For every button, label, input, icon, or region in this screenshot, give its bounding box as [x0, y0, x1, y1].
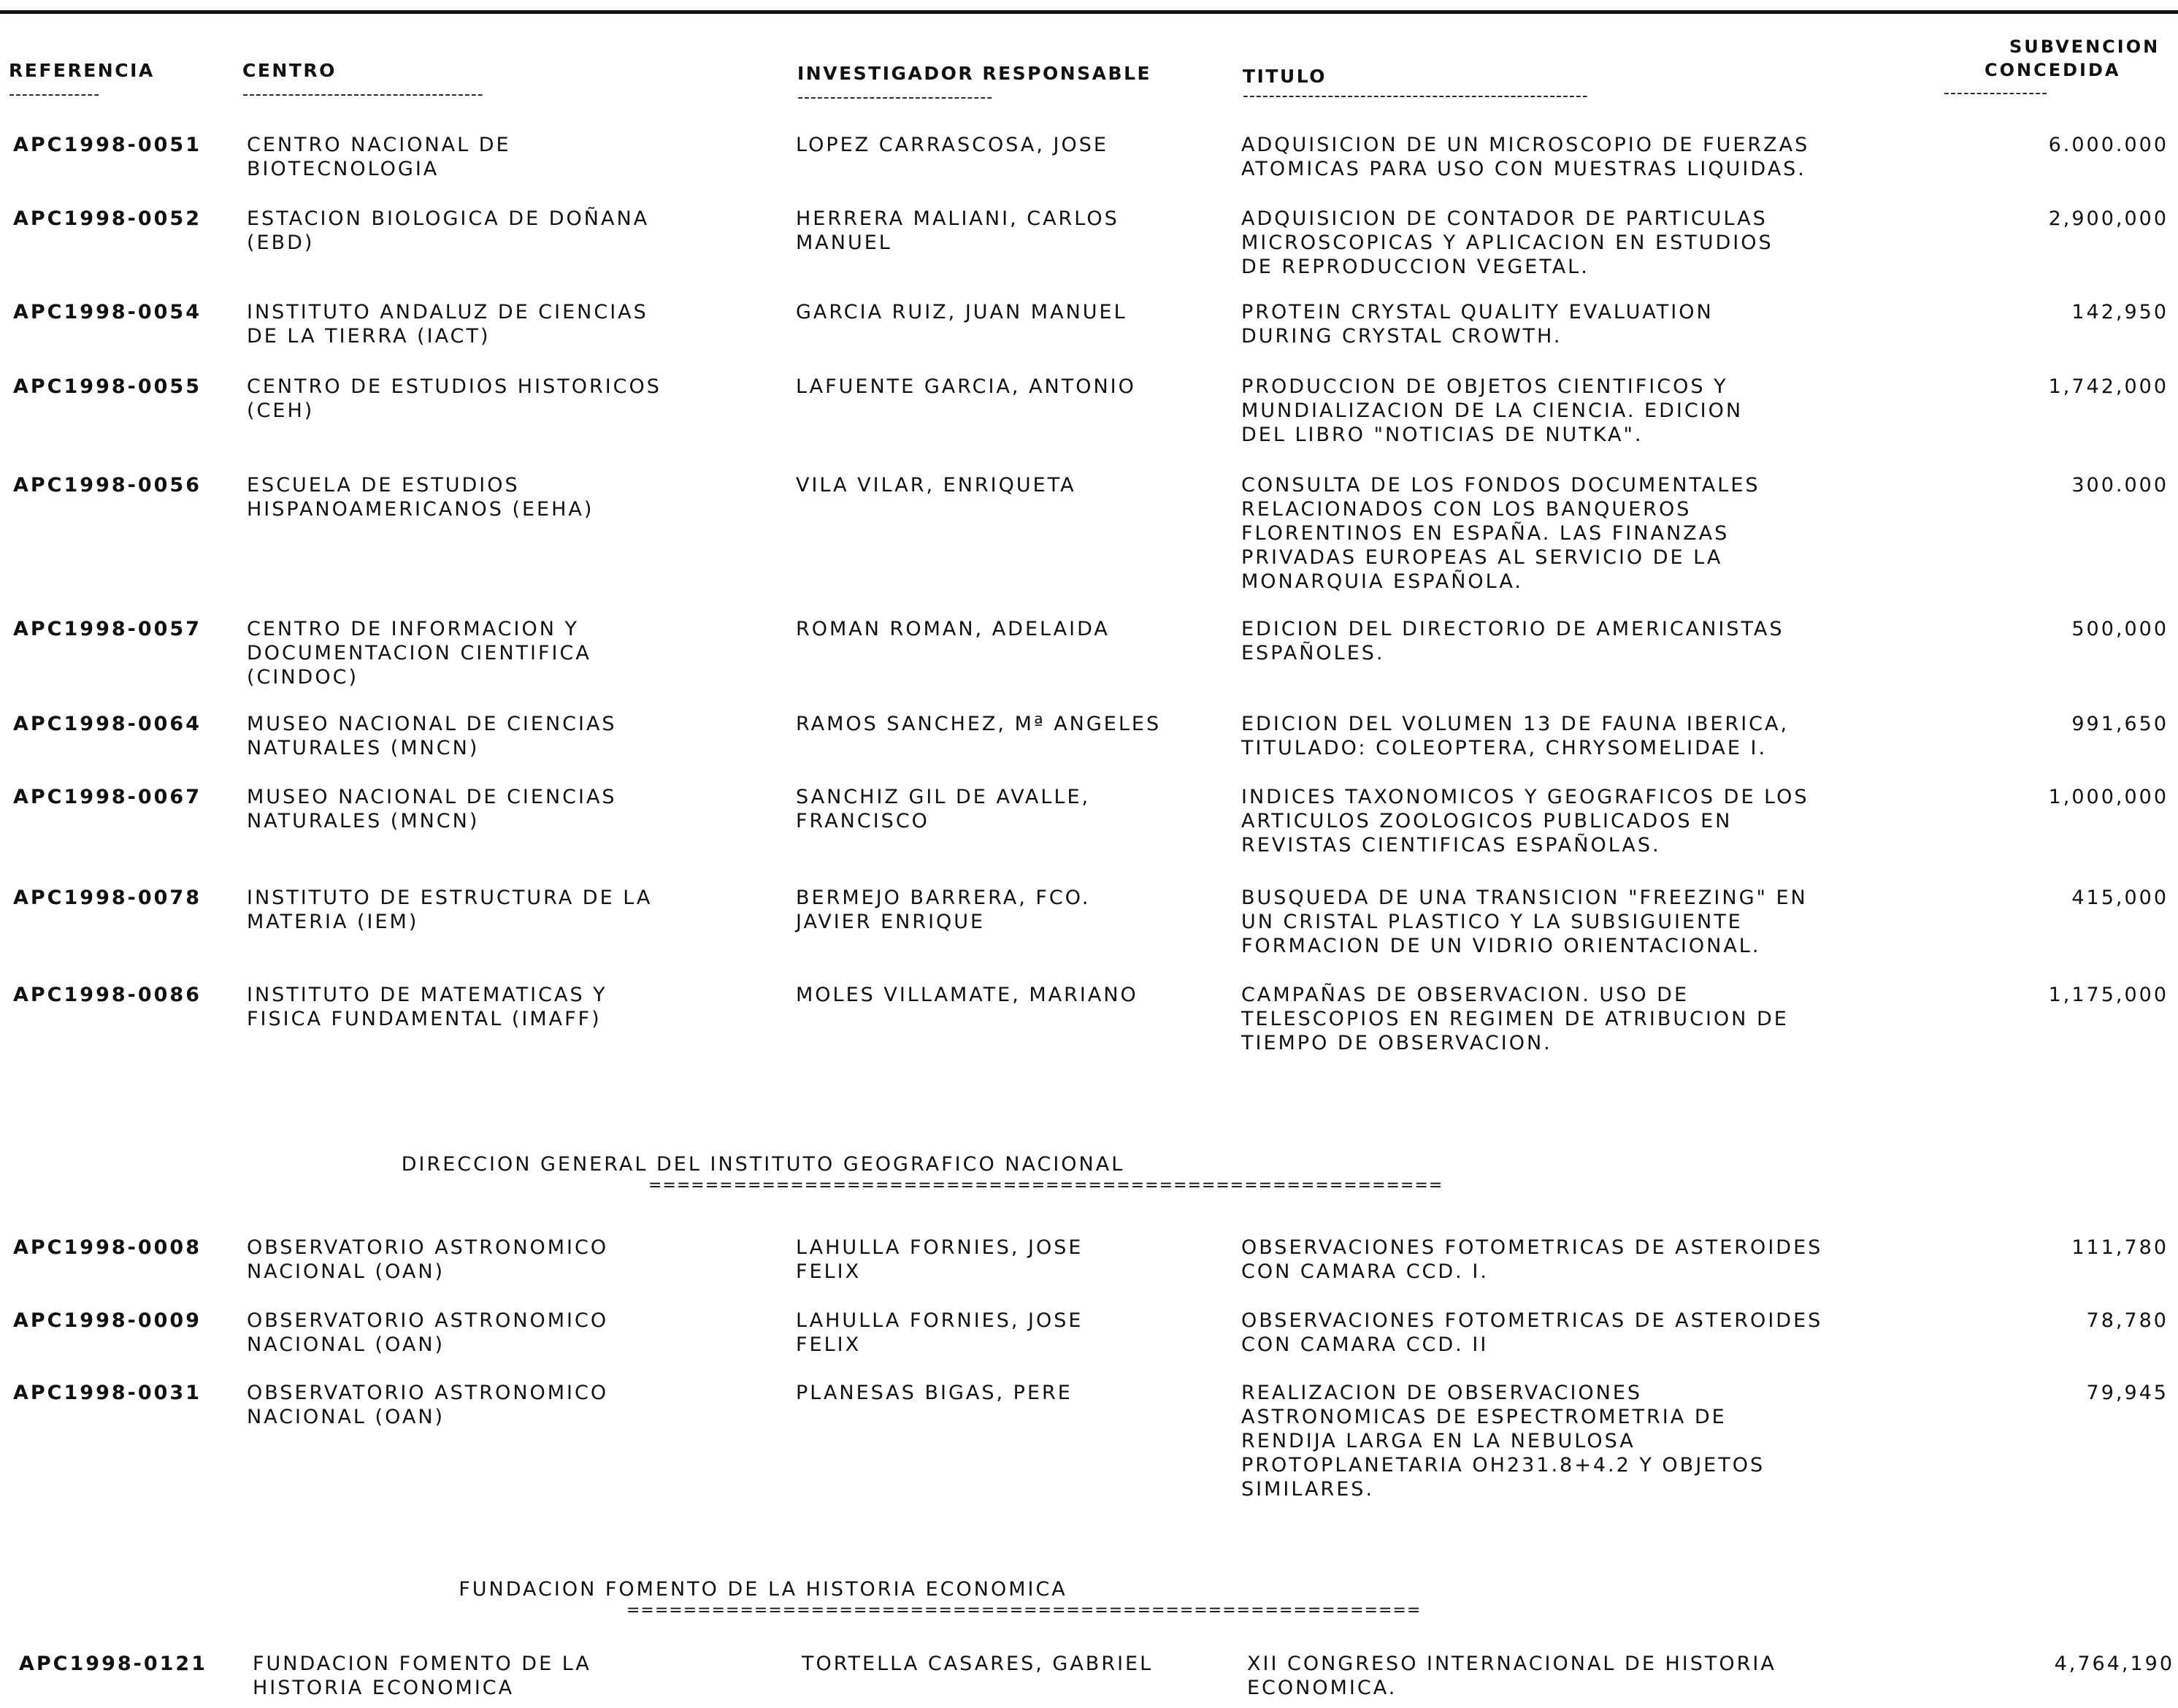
- titulo-cell: XII CONGRESO INTERNACIONAL DE HISTORIA ECONOMICA.: [1247, 1653, 1776, 1699]
- referencia-cell: APC1998-0009: [13, 1309, 202, 1332]
- referencia-cell: APC1998-0055: [13, 375, 202, 398]
- section-rule-ign: ========================================================: [648, 1177, 1443, 1195]
- titulo-cell: EDICION DEL DIRECTORIO DE AMERICANISTAS ESPAÑOLES.: [1241, 618, 1784, 665]
- centro-cell: CENTRO DE INFORMACION Y DOCUMENTACION CIENTIFICA (CINDOC): [247, 618, 591, 689]
- referencia-cell: APC1998-0056: [13, 474, 202, 497]
- centro-cell: OBSERVATORIO ASTRONOMICO NACIONAL (OAN): [247, 1382, 609, 1428]
- header-referencia: REFERENCIA: [9, 60, 155, 81]
- centro-cell: MUSEO NACIONAL DE CIENCIAS NATURALES (MNCN): [247, 713, 617, 759]
- titulo-cell: CAMPAÑAS DE OBSERVACION. USO DE TELESCOPIOS EN REGIMEN DE ATRIBUCION DE TIEMPO DE OBSERVACION.: [1241, 984, 1789, 1054]
- investigador-cell: ROMAN ROMAN, ADELAIDA: [796, 618, 1110, 640]
- header-subvencion-line2: CONCEDIDA: [1985, 60, 2121, 80]
- referencia-cell: APC1998-0064: [13, 713, 202, 735]
- investigador-cell: SANCHIZ GIL DE AVALLE, FRANCISCO: [796, 786, 1091, 832]
- subvencion-cell: 1,175,000: [2048, 984, 2169, 1006]
- titulo-cell: EDICION DEL VOLUMEN 13 DE FAUNA IBERICA, TITULADO: COLEOPTERA, CHRYSOMELIDAE I.: [1241, 713, 1790, 759]
- subvencion-cell: 300.000: [2071, 474, 2169, 497]
- subvencion-cell: 500,000: [2071, 618, 2169, 640]
- titulo-cell: OBSERVACIONES FOTOMETRICAS DE ASTEROIDES CON CAMARA CCD. I.: [1241, 1236, 1823, 1283]
- investigador-cell: PLANESAS BIGAS, PERE: [796, 1382, 1073, 1404]
- header-centro: CENTRO: [242, 60, 337, 81]
- centro-cell: MUSEO NACIONAL DE CIENCIAS NATURALES (MNCN): [247, 786, 617, 832]
- referencia-cell: APC1998-0057: [13, 618, 202, 640]
- subvencion-cell: 1,742,000: [2048, 375, 2169, 398]
- dash-centro: -------------------------------------: [242, 86, 484, 104]
- referencia-cell: APC1998-0054: [13, 301, 202, 323]
- investigador-cell: LAFUENTE GARCIA, ANTONIO: [796, 375, 1136, 398]
- titulo-cell: INDICES TAXONOMICOS Y GEOGRAFICOS DE LOS ARTICULOS ZOOLOGICOS PUBLICADOS EN REVISTAS CIENTIFICAS ESPAÑOLAS.: [1241, 786, 1809, 857]
- investigador-cell: HERRERA MALIANI, CARLOS MANUEL: [796, 207, 1119, 254]
- titulo-cell: CONSULTA DE LOS FONDOS DOCUMENTALES RELACIONADOS CON LOS BANQUEROS FLORENTINOS EN ESPAÑA. LAS FINANZAS PRIVADAS EUROPEAS AL SERVICIO DE LA MONARQUIA ESPAÑOLA.: [1241, 474, 1760, 593]
- centro-cell: OBSERVATORIO ASTRONOMICO NACIONAL (OAN): [247, 1309, 609, 1356]
- investigador-cell: TORTELLA CASARES, GABRIEL: [802, 1653, 1154, 1675]
- centro-cell: CENTRO NACIONAL DE BIOTECNOLOGIA: [247, 134, 511, 180]
- referencia-cell: APC1998-0008: [13, 1236, 202, 1259]
- header-titulo: TITULO: [1243, 66, 1327, 87]
- top-rule: [0, 10, 2178, 14]
- investigador-cell: LAHULLA FORNIES, JOSE FELIX: [796, 1236, 1084, 1283]
- referencia-cell: APC1998-0052: [13, 207, 202, 230]
- subvencion-cell: 79,945: [2086, 1382, 2169, 1404]
- subvencion-cell: 415,000: [2071, 886, 2169, 909]
- referencia-cell: APC1998-0031: [13, 1382, 202, 1404]
- centro-cell: INSTITUTO ANDALUZ DE CIENCIAS DE LA TIERRA (IACT): [247, 301, 648, 348]
- investigador-cell: GARCIA RUIZ, JUAN MANUEL: [796, 301, 1127, 323]
- investigador-cell: LOPEZ CARRASCOSA, JOSE: [796, 134, 1108, 156]
- subvencion-cell: 78,780: [2086, 1309, 2169, 1332]
- titulo-cell: ADQUISICION DE CONTADOR DE PARTICULAS MICROSCOPICAS Y APLICACION EN ESTUDIOS DE REPRODUCCION VEGETAL.: [1241, 207, 1774, 278]
- header-subvencion-line1: SUBVENCION: [2009, 37, 2160, 57]
- investigador-cell: BERMEJO BARRERA, FCO. JAVIER ENRIQUE: [796, 886, 1091, 933]
- subvencion-cell: 1,000,000: [2048, 786, 2169, 808]
- subvencion-cell: 111,780: [2071, 1236, 2169, 1259]
- centro-cell: INSTITUTO DE ESTRUCTURA DE LA MATERIA (IEM): [247, 886, 653, 933]
- subvencion-cell: 4,764,190: [2054, 1653, 2174, 1675]
- section-title-ign: DIRECCION GENERAL DEL INSTITUTO GEOGRAFICO NACIONAL: [401, 1153, 1125, 1176]
- section-title-fundacion: FUNDACION FOMENTO DE LA HISTORIA ECONOMICA: [459, 1578, 1067, 1601]
- dash-investigador: ------------------------------: [797, 89, 994, 107]
- referencia-cell: APC1998-0086: [13, 984, 202, 1006]
- dash-subvencion: ----------------: [1944, 85, 2049, 102]
- referencia-cell: APC1998-0067: [13, 786, 202, 808]
- titulo-cell: BUSQUEDA DE UNA TRANSICION "FREEZING" EN UN CRISTAL PLASTICO Y LA SUBSIGUIENTE FORMACION DE UN VIDRIO ORIENTACIONAL.: [1241, 886, 1808, 957]
- subvencion-cell: 142,950: [2071, 301, 2169, 323]
- header-investigador: INVESTIGADOR RESPONSABLE: [797, 63, 1152, 84]
- dash-titulo: -----------------------------------------------------: [1243, 88, 1589, 105]
- titulo-cell: PROTEIN CRYSTAL QUALITY EVALUATION DURING CRYSTAL CROWTH.: [1241, 301, 1714, 348]
- centro-cell: OBSERVATORIO ASTRONOMICO NACIONAL (OAN): [247, 1236, 609, 1283]
- investigador-cell: RAMOS SANCHEZ, Mª ANGELES: [796, 713, 1162, 735]
- subvencion-cell: 2,900,000: [2048, 207, 2169, 230]
- dash-referencia: --------------: [9, 86, 101, 104]
- subvencion-cell: 6.000.000: [2048, 134, 2169, 156]
- titulo-cell: ADQUISICION DE UN MICROSCOPIO DE FUERZAS ATOMICAS PARA USO CON MUESTRAS LIQUIDAS.: [1241, 134, 1810, 180]
- titulo-cell: REALIZACION DE OBSERVACIONES ASTRONOMICAS DE ESPECTROMETRIA DE RENDIJA LARGA EN LA NEBULOSA PROTOPLANETARIA OH231.8+4.2 Y OBJETOS SIMILARES.: [1241, 1382, 1765, 1501]
- centro-cell: ESCUELA DE ESTUDIOS HISPANOAMERICANOS (EEHA): [247, 474, 594, 521]
- centro-cell: FUNDACION FOMENTO DE LA HISTORIA ECONOMICA: [253, 1653, 591, 1699]
- centro-cell: INSTITUTO DE MATEMATICAS Y FISICA FUNDAMENTAL (IMAFF): [247, 984, 607, 1030]
- investigador-cell: MOLES VILLAMATE, MARIANO: [796, 984, 1138, 1006]
- subvencion-cell: 991,650: [2071, 713, 2169, 735]
- referencia-cell: APC1998-0078: [13, 886, 202, 909]
- titulo-cell: OBSERVACIONES FOTOMETRICAS DE ASTEROIDES CON CAMARA CCD. II: [1241, 1309, 1823, 1356]
- centro-cell: ESTACION BIOLOGICA DE DOÑANA (EBD): [247, 207, 650, 254]
- investigador-cell: VILA VILAR, ENRIQUETA: [796, 474, 1076, 497]
- section-rule-fundacion: ========================================================: [626, 1602, 1422, 1620]
- titulo-cell: PRODUCCION DE OBJETOS CIENTIFICOS Y MUNDIALIZACION DE LA CIENCIA. EDICION DEL LIBRO "NOTICIAS DE NUTKA".: [1241, 375, 1744, 446]
- referencia-cell: APC1998-0121: [19, 1653, 207, 1675]
- investigador-cell: LAHULLA FORNIES, JOSE FELIX: [796, 1309, 1084, 1356]
- referencia-cell: APC1998-0051: [13, 134, 202, 156]
- centro-cell: CENTRO DE ESTUDIOS HISTORICOS (CEH): [247, 375, 662, 422]
